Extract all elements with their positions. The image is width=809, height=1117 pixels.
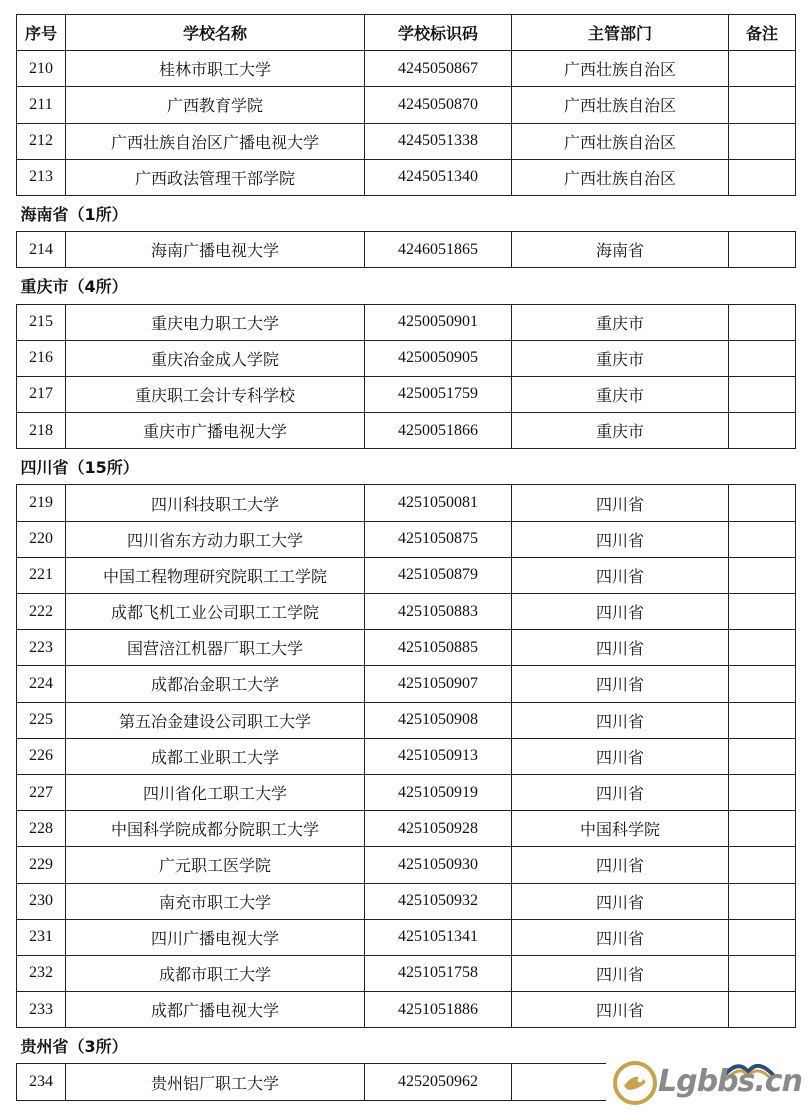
cell-department: 四川省 xyxy=(512,521,729,557)
cell-department: 广西壮族自治区 xyxy=(512,159,729,195)
cell-school-name: 重庆冶金成人学院 xyxy=(66,340,365,376)
table-row xyxy=(17,774,796,810)
table-row xyxy=(17,919,796,955)
cell-school-name: 中国工程物理研究院职工工学院 xyxy=(66,557,365,593)
cell-school-code: 4245051338 xyxy=(365,123,512,159)
cell-note xyxy=(729,955,796,991)
cell-no: 225 xyxy=(17,702,66,738)
school-table xyxy=(16,14,796,1101)
section-label: 重庆市（4所） xyxy=(17,268,796,304)
cell-school-name: 广西教育学院 xyxy=(66,87,365,123)
cell-department: 四川省 xyxy=(512,702,729,738)
table-row xyxy=(17,738,796,774)
cell-department: 重庆市 xyxy=(512,340,729,376)
cell-note xyxy=(729,702,796,738)
table-row xyxy=(17,847,796,883)
cell-note xyxy=(729,594,796,630)
cell-school-name: 重庆职工会计专科学校 xyxy=(66,376,365,412)
cell-note xyxy=(729,883,796,919)
table-row xyxy=(17,630,796,666)
table-row xyxy=(17,955,796,991)
table-body xyxy=(17,51,796,1100)
cell-no: 214 xyxy=(17,232,66,268)
section-label: 贵州省（3所） xyxy=(17,1028,796,1064)
cell-school-code: 4251051341 xyxy=(365,919,512,955)
cell-no: 219 xyxy=(17,485,66,521)
cell-no: 226 xyxy=(17,738,66,774)
table-row xyxy=(17,87,796,123)
cell-no: 213 xyxy=(17,159,66,195)
table-row xyxy=(17,557,796,593)
cell-note xyxy=(729,738,796,774)
table-row xyxy=(17,811,796,847)
cell-no: 220 xyxy=(17,521,66,557)
cell-department: 广西壮族自治区 xyxy=(512,87,729,123)
cell-department: 重庆市 xyxy=(512,376,729,412)
table-row xyxy=(17,159,796,195)
cell-no: 222 xyxy=(17,594,66,630)
cell-note xyxy=(729,774,796,810)
cell-no: 210 xyxy=(17,51,66,87)
table-row xyxy=(17,485,796,521)
cell-school-name: 第五冶金建设公司职工大学 xyxy=(66,702,365,738)
cell-note xyxy=(729,992,796,1028)
table-row xyxy=(17,992,796,1028)
cell-school-name: 重庆市广播电视大学 xyxy=(66,413,365,449)
cell-note xyxy=(729,811,796,847)
cell-school-code: 4251050928 xyxy=(365,811,512,847)
cell-no: 227 xyxy=(17,774,66,810)
cell-school-name: 四川省化工职工大学 xyxy=(66,774,365,810)
table-row xyxy=(17,883,796,919)
cell-no: 212 xyxy=(17,123,66,159)
cell-no: 232 xyxy=(17,955,66,991)
cell-department: 四川省 xyxy=(512,847,729,883)
cell-school-name: 广元职工医学院 xyxy=(66,847,365,883)
cell-department: 四川省 xyxy=(512,557,729,593)
cell-school-code: 4252050962 xyxy=(365,1064,512,1100)
cell-school-code: 4250050901 xyxy=(365,304,512,340)
cell-department: 重庆市 xyxy=(512,304,729,340)
cell-department: 四川省 xyxy=(512,883,729,919)
cell-school-code: 4251050883 xyxy=(365,594,512,630)
header-code: 学校标识码 xyxy=(365,15,512,51)
cell-school-code: 4245050870 xyxy=(365,87,512,123)
table-row xyxy=(17,340,796,376)
section-row xyxy=(17,449,796,485)
cell-note xyxy=(729,847,796,883)
cell-school-name: 中国科学院成都分院职工大学 xyxy=(66,811,365,847)
cell-school-name: 南充市职工大学 xyxy=(66,883,365,919)
cell-school-code: 4251050885 xyxy=(365,630,512,666)
cell-department: 四川省 xyxy=(512,738,729,774)
cell-no: 221 xyxy=(17,557,66,593)
cell-no: 230 xyxy=(17,883,66,919)
cell-note xyxy=(729,87,796,123)
cell-note xyxy=(729,340,796,376)
cell-no: 234 xyxy=(17,1064,66,1100)
cell-no: 228 xyxy=(17,811,66,847)
cell-note xyxy=(729,376,796,412)
cell-department: 广西壮族自治区 xyxy=(512,51,729,87)
header-dept: 主管部门 xyxy=(512,15,729,51)
cell-note xyxy=(729,232,796,268)
cell-school-code: 4245050867 xyxy=(365,51,512,87)
cell-school-code: 4251050919 xyxy=(365,774,512,810)
cell-school-name: 桂林市职工大学 xyxy=(66,51,365,87)
table-row xyxy=(17,521,796,557)
table-row xyxy=(17,376,796,412)
cell-school-name: 广西壮族自治区广播电视大学 xyxy=(66,123,365,159)
cell-note xyxy=(729,304,796,340)
cell-note xyxy=(729,666,796,702)
cell-department: 海南省 xyxy=(512,232,729,268)
cell-note xyxy=(729,919,796,955)
cell-school-code: 4250051866 xyxy=(365,413,512,449)
section-label: 海南省（1所） xyxy=(17,195,796,231)
cell-school-code: 4251051758 xyxy=(365,955,512,991)
cell-department: 重庆市 xyxy=(512,413,729,449)
cell-school-code: 4251050907 xyxy=(365,666,512,702)
cell-no: 223 xyxy=(17,630,66,666)
cell-school-code: 4246051865 xyxy=(365,232,512,268)
cell-note xyxy=(729,51,796,87)
cell-school-code: 4251050908 xyxy=(365,702,512,738)
cell-school-name: 国营涪江机器厂职工大学 xyxy=(66,630,365,666)
cell-no: 211 xyxy=(17,87,66,123)
table-row xyxy=(17,51,796,87)
watermark-text: Lgbbs.cn xyxy=(658,1064,802,1099)
table-row xyxy=(17,702,796,738)
cell-department: 四川省 xyxy=(512,630,729,666)
cell-school-code: 4250050905 xyxy=(365,340,512,376)
cell-school-name: 成都工业职工大学 xyxy=(66,738,365,774)
table-row xyxy=(17,232,796,268)
cell-department: 四川省 xyxy=(512,594,729,630)
cell-no: 218 xyxy=(17,413,66,449)
cell-school-name: 重庆电力职工大学 xyxy=(66,304,365,340)
cell-no: 229 xyxy=(17,847,66,883)
cell-school-code: 4251050930 xyxy=(365,847,512,883)
cell-school-name: 海南广播电视大学 xyxy=(66,232,365,268)
cell-school-name: 成都飞机工业公司职工工学院 xyxy=(66,594,365,630)
cell-department: 四川省 xyxy=(512,485,729,521)
cell-school-name: 贵州铝厂职工大学 xyxy=(66,1064,365,1100)
watermark-logo-icon xyxy=(612,1060,658,1106)
table-row xyxy=(17,123,796,159)
cell-school-name: 成都冶金职工大学 xyxy=(66,666,365,702)
cell-department: 四川省 xyxy=(512,774,729,810)
cell-note xyxy=(729,159,796,195)
table-row xyxy=(17,594,796,630)
cell-school-code: 4245051340 xyxy=(365,159,512,195)
cell-school-code: 4251050879 xyxy=(365,557,512,593)
header-note: 备注 xyxy=(729,15,796,51)
header-no: 序号 xyxy=(17,15,66,51)
cell-department: 中国科学院 xyxy=(512,811,729,847)
table-row xyxy=(17,413,796,449)
cell-no: 216 xyxy=(17,340,66,376)
cell-school-name: 广西政法管理干部学院 xyxy=(66,159,365,195)
cell-note xyxy=(729,521,796,557)
section-row xyxy=(17,195,796,231)
header-row xyxy=(17,15,796,51)
cell-school-name: 成都广播电视大学 xyxy=(66,992,365,1028)
cell-school-code: 4251051886 xyxy=(365,992,512,1028)
cell-school-code: 4251050081 xyxy=(365,485,512,521)
cell-note xyxy=(729,557,796,593)
cell-no: 215 xyxy=(17,304,66,340)
cell-school-name: 四川科技职工大学 xyxy=(66,485,365,521)
cell-no: 224 xyxy=(17,666,66,702)
table-row xyxy=(17,666,796,702)
cell-school-code: 4251050932 xyxy=(365,883,512,919)
watermark xyxy=(606,1052,809,1117)
cell-school-code: 4251050913 xyxy=(365,738,512,774)
cell-school-name: 四川省东方动力职工大学 xyxy=(66,521,365,557)
cell-department: 四川省 xyxy=(512,919,729,955)
cell-no: 233 xyxy=(17,992,66,1028)
section-row xyxy=(17,268,796,304)
cell-school-name: 成都市职工大学 xyxy=(66,955,365,991)
cell-no: 231 xyxy=(17,919,66,955)
cell-department: 四川省 xyxy=(512,955,729,991)
section-label: 四川省（15所） xyxy=(17,449,796,485)
cell-note xyxy=(729,485,796,521)
cell-note xyxy=(729,413,796,449)
cell-department: 四川省 xyxy=(512,666,729,702)
cell-school-code: 4251050875 xyxy=(365,521,512,557)
cell-note xyxy=(729,630,796,666)
cell-school-name: 四川广播电视大学 xyxy=(66,919,365,955)
cell-department: 四川省 xyxy=(512,992,729,1028)
cell-note xyxy=(729,123,796,159)
cell-no: 217 xyxy=(17,376,66,412)
cell-school-code: 4250051759 xyxy=(365,376,512,412)
header-name: 学校名称 xyxy=(66,15,365,51)
table-row xyxy=(17,304,796,340)
cell-department: 广西壮族自治区 xyxy=(512,123,729,159)
